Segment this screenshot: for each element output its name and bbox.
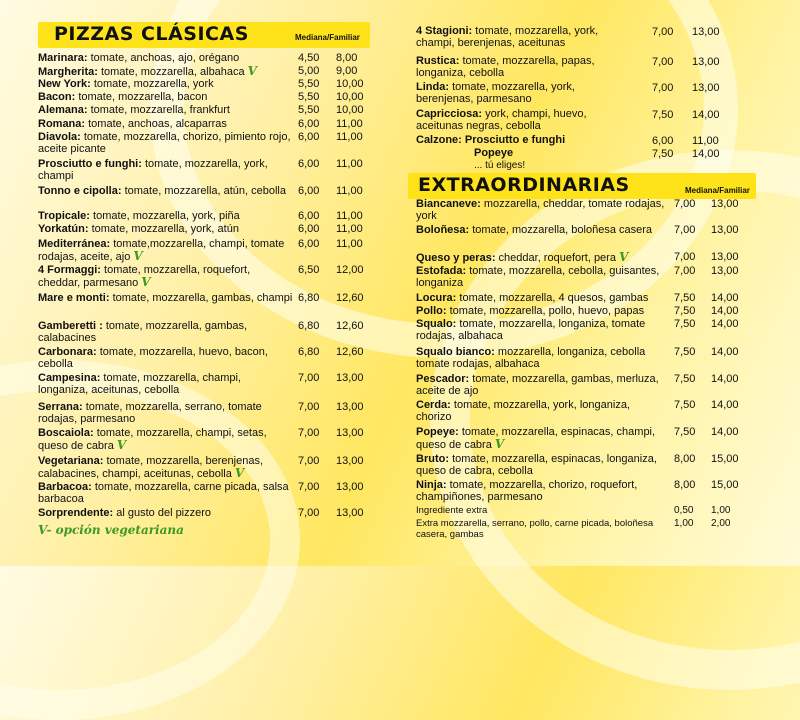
price-family: 13,00 — [711, 265, 739, 277]
pizza-name: Linda: — [416, 81, 449, 93]
calzone-item — [416, 134, 646, 146]
pizza-name: Barbacoa: — [38, 481, 92, 493]
pizza-description: tomate, mozzarella, york, piña — [93, 210, 240, 222]
pizza-item — [38, 65, 293, 78]
pizza-description: tomate, mozzarella, carne picada, salsa barbacoa — [38, 481, 289, 506]
price-medium: 6,80 — [298, 320, 320, 332]
price-medium: 5,50 — [298, 91, 320, 103]
price-medium: 6,00 — [298, 158, 320, 170]
pizza-description: tomate, mozzarella, champi, setas, queso de cabra — [38, 427, 267, 453]
pizza-name: Ninja: — [416, 479, 447, 491]
price-family: 12,60 — [336, 346, 364, 358]
price-medium: 5,00 — [298, 65, 320, 77]
pizza-description: tomate, mozzarella, gambas, calabacines — [38, 320, 248, 345]
pizza-description: cheddar, roquefort, pera — [498, 252, 616, 264]
price-family: 13,00 — [692, 82, 720, 94]
pizza-item — [416, 346, 668, 370]
pizza-name: Boscaiola: — [38, 427, 94, 439]
price-family: 1,00 — [711, 505, 731, 516]
price-medium: 7,00 — [674, 251, 696, 263]
price-family: 15,00 — [711, 453, 739, 465]
price-medium: 0,50 — [674, 505, 694, 516]
price-family: 13,00 — [692, 56, 720, 68]
vegetarian-icon: V — [247, 64, 257, 78]
price-medium: 6,00 — [298, 118, 320, 130]
pizza-item — [38, 158, 293, 182]
pizza-description: tomate, mozzarella, atún, cebolla — [124, 185, 286, 197]
price-medium: 5,50 — [298, 104, 320, 116]
price-family: 11,00 — [692, 135, 719, 147]
price-medium: 7,00 — [674, 198, 696, 210]
price-family: 11,00 — [336, 118, 363, 130]
pizza-description: tomate, mozzarella, huevo, bacon, cebolla — [38, 346, 268, 371]
price-family: 13,00 — [711, 224, 739, 236]
pizza-name: Queso y peras: — [416, 252, 496, 264]
pizza-description: tomate, anchoas, alcaparras — [88, 118, 227, 130]
price-family: 13,00 — [336, 455, 364, 467]
pizza-name: Gamberetti : — [38, 320, 103, 332]
pizza-description: al gusto del pizzero — [116, 507, 212, 519]
price-family: 12,60 — [336, 320, 364, 332]
pizza-item — [38, 346, 293, 370]
vegetarian-icon: V — [133, 249, 143, 264]
price-medium: 6,00 — [298, 185, 320, 197]
price-medium: 7,00 — [298, 372, 320, 384]
price-family: 14,00 — [711, 373, 739, 385]
price-family: 10,00 — [336, 78, 364, 90]
price-family: 14,00 — [711, 292, 739, 304]
price-medium: 7,50 — [674, 305, 696, 317]
price-medium: 7,00 — [298, 427, 320, 439]
pizza-item — [38, 118, 293, 130]
pizza-name: Locura: — [416, 292, 457, 304]
price-family: 13,00 — [336, 401, 364, 413]
price-family: 12,60 — [336, 292, 364, 304]
pizza-name: Popeye: — [416, 426, 459, 438]
price-medium: 8,00 — [674, 453, 696, 465]
price-family: 13,00 — [336, 427, 364, 439]
pizza-name: Margherita: — [38, 66, 98, 78]
pizza-item — [416, 305, 668, 317]
price-family: 14,00 — [711, 346, 739, 358]
pizza-description: tomate, mozzarella, boloñesa casera — [472, 224, 653, 236]
pizza-name: Mediterránea: — [38, 238, 111, 250]
pizza-name: New York: — [38, 78, 91, 90]
price-medium: 7,00 — [674, 265, 696, 277]
pizza-name: Romana: — [38, 118, 86, 130]
pizza-name: Capricciosa: — [416, 108, 483, 120]
pizza-name: Mare e monti: — [38, 292, 110, 304]
pizza-description: tomate, mozzarella, espinacas, longaniza, queso de cabra, cebolla — [416, 453, 657, 478]
price-medium: 7,50 — [674, 318, 696, 330]
vegetarian-icon: V — [38, 523, 47, 537]
pizza-name: Biancaneve: — [416, 198, 481, 210]
pizza-item — [38, 401, 293, 425]
vegetarian-icon: V — [494, 437, 505, 452]
price-family: 11,00 — [336, 158, 363, 170]
vegetarian-icon: V — [234, 466, 245, 481]
pizza-item — [38, 238, 293, 263]
price-medium: 7,00 — [652, 26, 674, 38]
pizza-name: Pollo: — [416, 305, 447, 317]
pizza-description: tomate, mozzarella, espinacas, champi, queso de cabra — [416, 426, 656, 452]
pizza-item — [416, 81, 626, 105]
pizza-description: tomate, mozzarella, york, champi, berenjenas, aceitunas — [416, 25, 599, 50]
pizza-description: tomate, mozzarella, bacon — [78, 91, 208, 103]
price-family: 2,00 — [711, 518, 731, 529]
pizza-item — [416, 426, 668, 451]
pizza-item — [38, 372, 293, 396]
price-family: 14,00 — [711, 399, 739, 411]
pizza-name: Cerda: — [416, 399, 451, 411]
price-family: 14,00 — [711, 426, 739, 438]
pizza-item — [38, 455, 293, 480]
pizza-item — [416, 224, 668, 236]
pizza-name: Vegetariana: — [38, 455, 104, 467]
pizza-item — [38, 91, 293, 103]
pizza-description: tomate, mozzarella, cebolla, guisantes, longaniza — [416, 265, 660, 290]
price-medium: 6,00 — [298, 223, 320, 235]
pizza-name: Squalo: — [416, 318, 457, 330]
price-family: 13,00 — [711, 198, 739, 210]
vegetarian-icon: V — [141, 275, 151, 290]
pizza-item — [38, 185, 293, 197]
classic-pizzas-title: PIZZAS CLÁSICAS — [54, 23, 249, 45]
pizza-name: 4 Stagioni: — [416, 25, 473, 37]
price-family: 14,00 — [692, 109, 720, 121]
price-family: 13,00 — [336, 507, 364, 519]
price-medium: 6,80 — [298, 292, 320, 304]
price-medium: 7,00 — [652, 56, 674, 68]
pizza-description: york, champi, huevo, aceitunas negras, cebolla — [416, 108, 587, 133]
pizza-name: Tonno e cipolla: — [38, 185, 122, 197]
pizza-description: tomate, mozzarella, gambas, champi — [112, 292, 293, 304]
pizza-item — [38, 427, 293, 452]
pizza-description: tomate, mozzarella, 4 quesos, gambas — [459, 292, 649, 304]
extraordinarias-title: EXTRAORDINARIAS — [418, 174, 630, 196]
pizza-name: Bruto: — [416, 453, 449, 465]
price-medium: 1,00 — [674, 518, 694, 529]
pizza-name: Diavola: — [38, 131, 81, 143]
pizza-description: tomate, mozzarella, york, longaniza, chorizo — [416, 399, 630, 424]
pizza-name: Campesina: — [38, 372, 101, 384]
pizza-description: tomate, anchoas, ajo, orégano — [90, 52, 240, 64]
price-medium: 6,00 — [298, 210, 320, 222]
price-medium: 6,00 — [298, 238, 320, 250]
price-family: 15,00 — [711, 479, 739, 491]
pizza-item — [416, 479, 668, 503]
price-medium: 7,00 — [298, 481, 320, 493]
pizza-item — [416, 453, 668, 477]
price-medium: 7,50 — [652, 148, 674, 160]
vegetarian-legend-text: - opción vegetariana — [46, 523, 184, 537]
pizza-item — [38, 104, 293, 116]
pizza-item — [38, 131, 293, 155]
pizza-item — [38, 507, 293, 519]
calzone-option: Popeye — [474, 147, 514, 159]
pizza-item — [416, 108, 626, 132]
extra-item: Extra mozzarella, serrano, pollo, carne picada, boloñesa casera, gambas — [416, 518, 654, 540]
pizza-name: Estofada: — [416, 265, 467, 277]
price-medium: 5,50 — [298, 78, 320, 90]
pizza-description: tomate, mozzarella, champi, longaniza, aceitunas, cebolla — [38, 372, 241, 397]
pizza-item — [38, 78, 293, 90]
price-medium: 7,50 — [674, 346, 696, 358]
price-medium: 7,00 — [674, 224, 696, 236]
pizza-item — [416, 198, 668, 222]
pizza-description: mozzarella, longaniza, cebolla tomate rodajas, albahaca — [416, 346, 646, 371]
pizza-item — [38, 481, 293, 505]
price-medium: 6,50 — [298, 264, 320, 276]
pizza-description: tomate, mozzarella, pollo, huevo, papas — [449, 305, 645, 317]
vegetarian-legend — [38, 523, 184, 537]
pizza-description: tomate, mozzarella, serrano, tomate rodajas, parmesano — [38, 401, 262, 426]
pizza-name: Yorkatún: — [38, 223, 89, 235]
pizza-name: Carbonara: — [38, 346, 97, 358]
price-medium: 7,50 — [674, 426, 696, 438]
pizza-name: Marinara: — [38, 52, 88, 64]
pizza-item — [416, 292, 668, 304]
vegetarian-icon: V — [618, 250, 629, 264]
price-medium: 7,50 — [652, 109, 674, 121]
pizza-item — [416, 265, 668, 289]
price-medium: 7,00 — [298, 507, 320, 519]
pizza-item — [38, 52, 293, 64]
pizza-description: tomate, mozzarella, albahaca — [100, 66, 245, 78]
pizza-item — [416, 318, 668, 342]
pizza-item — [416, 373, 668, 397]
price-family: 10,00 — [336, 104, 364, 116]
pizza-name: Calzone: — [416, 134, 462, 146]
pizza-name: Tropicale: — [38, 210, 90, 222]
pizza-item — [38, 223, 293, 235]
pizza-description: tomate, mozzarella, frankfurt — [90, 104, 230, 116]
price-medium: 4,50 — [298, 52, 320, 64]
price-medium: 7,50 — [674, 399, 696, 411]
price-medium: 7,00 — [298, 455, 320, 467]
pizza-description: tomate, mozzarella, york — [93, 78, 214, 90]
pizza-item — [38, 264, 293, 289]
pizza-name: Prosciutto e funghi: — [38, 158, 142, 170]
calzone-note: ... tú eliges! — [474, 160, 526, 171]
pizza-name: Serrana: — [38, 401, 83, 413]
extra-item: Ingrediente extra — [416, 505, 488, 516]
pizza-description: tomate, mozzarella, chorizo, pimiento rojo, aceite picante — [38, 131, 291, 156]
pizza-description: tomate, mozzarella, chorizo, roquefort, champiñones, parmesano — [416, 479, 638, 504]
vegetarian-icon: V — [116, 438, 127, 453]
price-medium: 8,00 — [674, 479, 696, 491]
price-medium: 6,00 — [298, 131, 320, 143]
price-family: 14,00 — [711, 305, 739, 317]
pizza-name: Sorprendente: — [38, 507, 114, 519]
pizza-name: Bacon: — [38, 91, 76, 103]
size-header: Mediana/Familiar — [295, 33, 360, 42]
price-family: 9,00 — [336, 65, 358, 77]
price-family: 12,00 — [336, 264, 364, 276]
price-family: 13,00 — [711, 251, 739, 263]
pizza-item — [38, 292, 293, 304]
pizza-item — [38, 210, 293, 222]
pizza-description: tomate, mozzarella, papas, longaniza, cebolla — [416, 55, 595, 80]
price-family: 11,00 — [336, 210, 363, 222]
price-medium: 7,00 — [298, 401, 320, 413]
price-medium: 6,80 — [298, 346, 320, 358]
pizza-description: tomate, mozzarella, york, champi — [38, 158, 268, 183]
pizza-description: tomate, mozzarella, roquefort, cheddar, parmesano — [38, 264, 251, 290]
price-medium: 7,50 — [674, 292, 696, 304]
price-family: 8,00 — [336, 52, 358, 64]
pizza-name: Alemana: — [38, 104, 88, 116]
price-family: 14,00 — [692, 148, 720, 160]
price-family: 13,00 — [692, 26, 720, 38]
pizza-name: Boloñesa: — [416, 224, 470, 236]
pizza-description: mozzarella, cheddar, tomate rodajas, york — [416, 198, 665, 223]
pizza-description: tomate, mozzarella, berenjenas, calabacines, champi, aceitunas, cebolla — [38, 455, 264, 481]
price-medium: 7,00 — [652, 82, 674, 94]
size-header: Mediana/Familiar — [685, 186, 750, 195]
price-family: 13,00 — [336, 481, 364, 493]
pizza-description: tomate,mozzarella, champi, tomate rodajas, aceite, ajo — [38, 238, 285, 264]
price-medium: 7,50 — [674, 373, 696, 385]
pizza-description: tomate, mozzarella, gambas, merluza, aceite de ajo — [416, 373, 659, 398]
price-family: 10,00 — [336, 91, 364, 103]
pizza-name: Pescador: — [416, 373, 470, 385]
pizza-description: tomate, mozzarella, york, berenjenas, parmesano — [416, 81, 575, 106]
price-family: 11,00 — [336, 223, 363, 235]
pizza-name: Squalo bianco: — [416, 346, 495, 358]
price-family: 13,00 — [336, 372, 364, 384]
price-medium: 6,00 — [652, 135, 674, 147]
pizza-item — [416, 251, 668, 264]
pizza-name: 4 Formaggi: — [38, 264, 101, 276]
pizza-description: tomate, mozzarella, york, atún — [91, 223, 239, 235]
price-family: 14,00 — [711, 318, 739, 330]
price-family: 11,00 — [336, 238, 363, 250]
pizza-item — [416, 25, 626, 49]
pizza-item — [416, 399, 668, 423]
price-family: 11,00 — [336, 185, 363, 197]
calzone-option: Prosciutto e funghi — [464, 134, 566, 146]
pizza-description: tomate, mozzarella, longaniza, tomate rodajas, albahaca — [416, 318, 646, 343]
price-family: 11,00 — [336, 131, 363, 143]
pizza-item — [38, 320, 293, 344]
pizza-name: Rustica: — [416, 55, 460, 67]
pizza-item — [416, 55, 626, 79]
